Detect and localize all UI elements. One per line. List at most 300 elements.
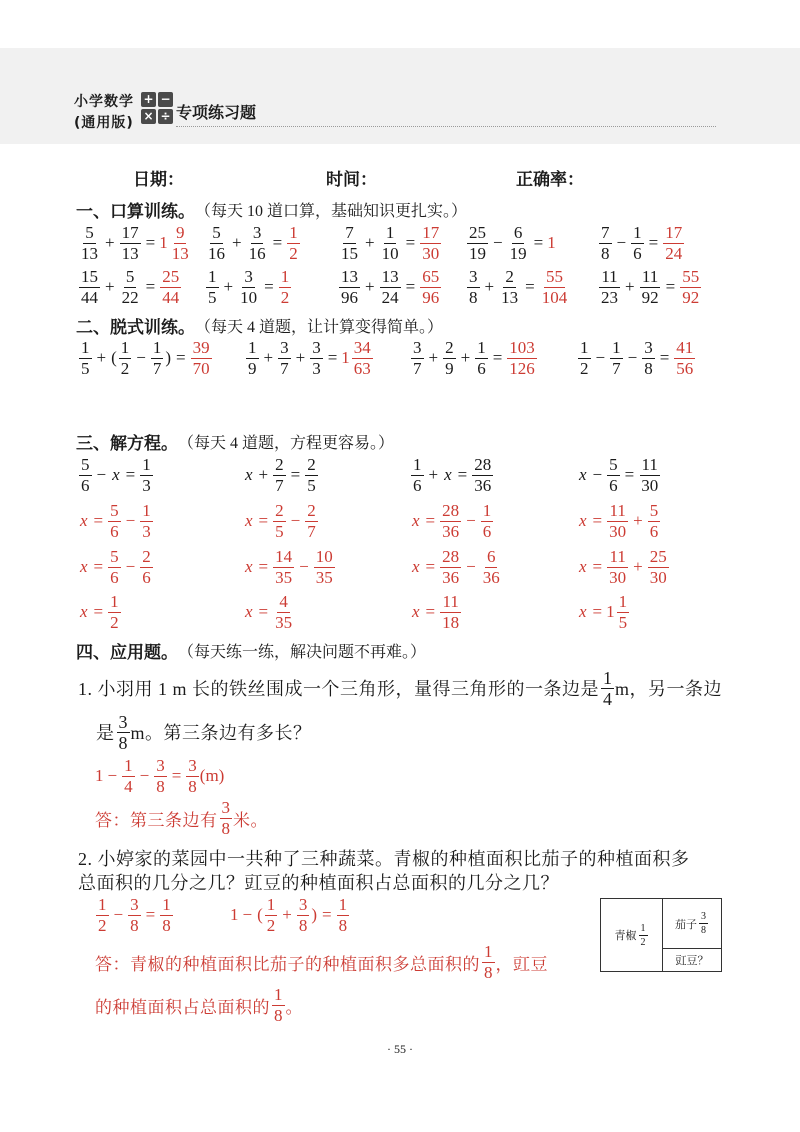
- fraction: [278, 339, 291, 378]
- operator: −: [125, 511, 136, 530]
- operator: =: [290, 465, 301, 484]
- numerator: 6: [486, 546, 496, 566]
- denominator: 5: [208, 287, 217, 307]
- denominator: 36: [442, 521, 460, 541]
- denominator: 6: [633, 243, 642, 263]
- fraction: [265, 896, 278, 935]
- numerator: 1: [482, 500, 492, 520]
- denominator: 8: [298, 915, 308, 935]
- numerator: 1: [152, 337, 162, 357]
- text: m。第三条边有多长？: [130, 723, 312, 743]
- fraction: [481, 548, 502, 587]
- denominator: 92: [641, 287, 659, 307]
- fraction: [310, 339, 323, 378]
- text: 豇豆？: [675, 955, 709, 967]
- fraction: [108, 502, 121, 541]
- fraction: [117, 713, 130, 752]
- numerator: 1: [110, 591, 119, 611]
- fraction: [610, 339, 623, 378]
- fraction: [420, 224, 441, 263]
- operator: =: [176, 348, 186, 367]
- operator: =: [425, 557, 436, 576]
- numerator: 13: [381, 266, 399, 286]
- denominator: 8: [162, 915, 171, 935]
- numerator: 3: [188, 755, 197, 775]
- operator: =: [258, 557, 269, 576]
- numerator: 34: [353, 337, 371, 357]
- expression: [78, 266, 182, 308]
- numerator: 11: [609, 500, 626, 520]
- variable: x: [245, 557, 253, 576]
- fraction: [680, 268, 701, 307]
- operator: =: [533, 233, 544, 252]
- accuracy-label: 正确率：: [516, 170, 584, 190]
- numerator: 9: [175, 222, 185, 242]
- text: 1: [159, 233, 168, 252]
- subject-label: 小学数学: [74, 94, 134, 110]
- equation-step: [410, 546, 503, 588]
- operator: =: [405, 233, 416, 252]
- denominator: 104: [541, 287, 568, 307]
- text: 的种植面积占总面积的: [95, 997, 270, 1017]
- operator: −: [627, 348, 638, 367]
- text: 1: [95, 766, 104, 785]
- fraction: [273, 502, 286, 541]
- denominator: 8: [156, 776, 165, 796]
- fraction: [206, 268, 219, 307]
- operator: +: [295, 348, 306, 367]
- fraction: [119, 339, 132, 378]
- fraction: [120, 224, 141, 263]
- numerator: 1: [618, 591, 628, 611]
- numerator: 2: [142, 546, 151, 566]
- numerator: 5: [81, 454, 90, 474]
- fraction: [472, 456, 493, 495]
- numerator: 28: [442, 546, 460, 566]
- fraction: [305, 456, 318, 495]
- numerator: 1: [98, 894, 107, 914]
- denominator: 2: [280, 287, 290, 307]
- text: 1: [547, 233, 556, 252]
- operator: =: [322, 905, 332, 924]
- section-title: 一、口算训练。: [76, 201, 195, 222]
- text: m，另一条边: [615, 679, 723, 699]
- numerator: 11: [641, 266, 659, 286]
- fraction: [220, 799, 233, 838]
- denominator: 6: [482, 521, 492, 541]
- fraction: [639, 923, 648, 948]
- operator: =: [327, 348, 338, 367]
- fraction: [599, 268, 620, 307]
- fraction: [140, 548, 153, 587]
- fraction: [507, 339, 537, 378]
- fraction: [339, 224, 360, 263]
- worksheet-title: 专项练习题: [176, 103, 257, 122]
- denominator: 63: [353, 358, 371, 378]
- operator: +: [232, 233, 242, 252]
- equation: [243, 454, 319, 496]
- denominator: 2: [110, 612, 119, 632]
- numerator: 1: [274, 984, 283, 1004]
- numerator: 3: [413, 337, 422, 357]
- operator: +: [633, 557, 643, 576]
- fraction: [640, 268, 661, 307]
- denominator: 6: [110, 567, 119, 587]
- problem-2-answer: [95, 984, 303, 1026]
- fraction: [440, 548, 461, 587]
- denominator: 8: [118, 732, 128, 753]
- denominator: 30: [641, 475, 659, 495]
- equation-solution: [243, 591, 295, 633]
- denominator: 10: [240, 287, 258, 307]
- fraction: [475, 339, 488, 378]
- section-stepwise-heading: [76, 313, 443, 337]
- denominator: 96: [341, 287, 358, 307]
- numerator: 11: [609, 546, 626, 566]
- operator: =: [272, 233, 283, 252]
- numerator: 2: [445, 337, 454, 357]
- section-note: （每天练一练，解决问题不再难。）: [178, 643, 427, 661]
- numerator: 1: [477, 337, 486, 357]
- fraction: [648, 548, 669, 587]
- numerator: 13: [341, 266, 358, 286]
- equation-step: [243, 500, 319, 542]
- denominator: 8: [701, 925, 706, 936]
- variable: x: [80, 602, 88, 621]
- header-dotted-rule: [176, 126, 716, 127]
- text: 1: [606, 602, 615, 621]
- section-title: 二、脱式训练。: [76, 317, 195, 338]
- denominator: 9: [248, 358, 257, 378]
- times-icon: ×: [141, 109, 156, 124]
- operator: −: [136, 348, 146, 367]
- denominator: 23: [601, 287, 618, 307]
- numerator: 1: [580, 337, 589, 357]
- denominator: 6: [649, 521, 659, 541]
- operator: −: [592, 465, 603, 484]
- denominator: 7: [275, 475, 284, 495]
- operator: +: [365, 277, 375, 296]
- fraction: [140, 502, 153, 541]
- fraction: [639, 456, 660, 495]
- numerator: 6: [513, 222, 523, 242]
- denominator: 6: [609, 475, 618, 495]
- fraction: [160, 268, 181, 307]
- expression: [598, 222, 685, 264]
- fraction: [206, 224, 227, 263]
- variable: x: [245, 602, 253, 621]
- numerator: 3: [469, 266, 478, 286]
- minus-icon: −: [158, 92, 173, 107]
- operator: =: [125, 465, 136, 484]
- operator: +: [96, 348, 107, 367]
- fraction: [440, 593, 461, 632]
- operator: +: [263, 348, 274, 367]
- section-note: （每天 10 道口算，基础知识更扎实。）: [195, 202, 468, 220]
- section-equation-heading: [76, 429, 394, 453]
- operator: =: [425, 511, 436, 530]
- denominator: 36: [442, 567, 460, 587]
- numerator: 17: [121, 222, 139, 242]
- variable: x: [412, 557, 420, 576]
- operator: −: [290, 511, 301, 530]
- equation-step: [577, 546, 670, 588]
- fraction: [499, 268, 520, 307]
- fraction: [314, 548, 335, 587]
- numerator: 39: [192, 337, 210, 357]
- variable: x: [245, 511, 253, 530]
- variable: x: [444, 465, 452, 484]
- numerator: 1: [640, 922, 646, 934]
- fraction: [674, 339, 695, 378]
- numerator: 1: [289, 222, 298, 242]
- text: 茄子: [675, 918, 697, 931]
- numerator: 5: [110, 546, 119, 566]
- numerator: 14: [275, 546, 293, 566]
- fraction: [508, 224, 529, 263]
- text: 答：青椒的种植面积比茄子的种植面积多总面积的: [95, 954, 480, 974]
- denominator: 4: [124, 776, 133, 796]
- numerator: 3: [280, 337, 289, 357]
- page-number: · 55 ·: [387, 1042, 413, 1056]
- equation-step: [78, 546, 154, 588]
- equation-step: [78, 500, 154, 542]
- fraction: [482, 943, 495, 982]
- operator: =: [93, 557, 104, 576]
- expression: [338, 266, 442, 308]
- numerator: 103: [509, 337, 535, 357]
- fraction: [154, 757, 167, 796]
- fraction: [607, 502, 628, 541]
- denominator: 8: [601, 243, 610, 263]
- denominator: 22: [121, 287, 139, 307]
- operator: +: [105, 277, 115, 296]
- equation: [577, 454, 661, 496]
- denominator: 2: [640, 936, 646, 948]
- numerator: 1: [338, 894, 348, 914]
- equation: [410, 454, 494, 496]
- problem-2-text: [78, 869, 559, 895]
- section-word-problem-heading: [76, 638, 426, 662]
- operator: =: [648, 233, 659, 252]
- garden-area-diagram: [600, 898, 722, 972]
- equation-step: [243, 546, 336, 588]
- numerator: 55: [545, 266, 563, 286]
- text: 是: [96, 723, 115, 743]
- numerator: 5: [609, 454, 618, 474]
- operator: =: [145, 277, 156, 296]
- variable: x: [245, 465, 253, 484]
- numerator: 1: [603, 667, 612, 688]
- operator: +: [460, 348, 471, 367]
- denominator: 5: [307, 475, 316, 495]
- fraction: [170, 224, 191, 263]
- denominator: 30: [649, 567, 667, 587]
- fraction: [420, 268, 441, 307]
- fraction: [151, 339, 164, 378]
- fraction: [467, 268, 480, 307]
- numerator: 1: [124, 755, 133, 775]
- expression: [410, 337, 538, 379]
- fraction: [607, 548, 628, 587]
- denominator: 30: [609, 567, 627, 587]
- denominator: 6: [81, 475, 90, 495]
- denominator: 3: [312, 358, 321, 378]
- denominator: 13: [121, 243, 139, 263]
- denominator: 16: [208, 243, 225, 263]
- fraction: [96, 896, 109, 935]
- text: ，豇豆: [495, 954, 548, 974]
- equation-solution: [410, 591, 462, 633]
- denominator: 44: [81, 287, 98, 307]
- operator: −: [113, 905, 124, 924]
- variable: x: [579, 511, 587, 530]
- numerator: 28: [442, 500, 460, 520]
- denominator: 35: [275, 567, 293, 587]
- operator: =: [659, 348, 670, 367]
- parenthesis: (: [257, 905, 263, 924]
- date-label: 日期：: [133, 170, 184, 190]
- variable: x: [579, 602, 587, 621]
- denominator: 70: [192, 358, 210, 378]
- denominator: 2: [98, 915, 107, 935]
- diagram-cell-eggplant: [663, 899, 721, 949]
- operator: −: [107, 766, 118, 785]
- numerator: 2: [307, 500, 316, 520]
- fraction: [352, 339, 373, 378]
- divide-icon: ÷: [158, 109, 173, 124]
- section-title: 四、应用题。: [76, 642, 178, 663]
- numerator: 1: [162, 894, 171, 914]
- expression: [78, 337, 213, 379]
- text: 2. 小婷家的菜园中一共种了三种蔬菜。青椒的种植面积比茄子的种植面积多: [78, 849, 690, 869]
- parenthesis: (: [111, 348, 117, 367]
- equation-solution: [78, 591, 122, 633]
- denominator: 7: [612, 358, 621, 378]
- numerator: 3: [644, 337, 653, 357]
- text: (m): [199, 766, 225, 785]
- fraction: [273, 456, 286, 495]
- operator: +: [428, 348, 439, 367]
- denominator: 35: [315, 567, 333, 587]
- expression: [466, 222, 556, 264]
- numerator: 2: [307, 454, 316, 474]
- operator: +: [258, 465, 269, 484]
- operator: −: [493, 233, 503, 252]
- problem-2-calculation: [230, 894, 350, 936]
- operator: +: [484, 277, 495, 296]
- denominator: 56: [676, 358, 694, 378]
- problem-1-answer: [95, 797, 268, 839]
- numerator: 3: [118, 711, 128, 732]
- diagram-cell-cowpea: [663, 949, 721, 971]
- parenthesis: ): [311, 905, 318, 924]
- operator: =: [93, 602, 104, 621]
- fraction: [617, 593, 630, 632]
- fraction: [247, 224, 268, 263]
- expression: [338, 222, 442, 264]
- denominator: 13: [81, 243, 98, 263]
- fraction: [273, 593, 294, 632]
- fraction: [279, 268, 292, 307]
- section-note: （每天 4 道题，方程更容易。）: [178, 434, 395, 452]
- fraction: [297, 896, 310, 935]
- denominator: 7: [307, 521, 316, 541]
- numerator: 1: [280, 266, 290, 286]
- numerator: 1: [208, 266, 217, 286]
- fraction: [305, 502, 318, 541]
- denominator: 19: [509, 243, 527, 263]
- variable: x: [412, 511, 420, 530]
- numerator: 1: [633, 222, 642, 242]
- denominator: 8: [469, 287, 478, 307]
- equation-step: [577, 500, 661, 542]
- denominator: 24: [665, 243, 683, 263]
- denominator: 36: [482, 567, 500, 587]
- numerator: 3: [156, 755, 165, 775]
- numerator: 2: [505, 266, 514, 286]
- denominator: 2: [266, 915, 276, 935]
- plus-icon: +: [141, 92, 156, 107]
- denominator: 92: [682, 287, 700, 307]
- problem-2-text: [78, 845, 690, 871]
- expression: [466, 266, 570, 308]
- operator: =: [592, 602, 603, 621]
- denominator: 6: [413, 475, 422, 495]
- numerator: 3: [221, 797, 230, 817]
- problem-2-answer: [95, 941, 548, 983]
- expression: [598, 266, 702, 308]
- equation: [78, 454, 154, 496]
- denominator: 5: [618, 612, 628, 632]
- denominator: 3: [142, 475, 151, 495]
- operator: −: [125, 557, 136, 576]
- fraction: [607, 456, 620, 495]
- denominator: 13: [171, 243, 189, 263]
- fraction: [380, 224, 401, 263]
- numerator: 1: [142, 454, 151, 474]
- denominator: 2: [580, 358, 589, 378]
- fraction: [380, 268, 401, 307]
- operator: −: [299, 557, 309, 576]
- denominator: 6: [110, 521, 119, 541]
- numerator: 25: [649, 546, 667, 566]
- text: 答：第三条边有: [95, 810, 218, 830]
- operator: =: [145, 905, 156, 924]
- operator: =: [93, 511, 104, 530]
- denominator: 9: [445, 358, 454, 378]
- fraction: [140, 456, 153, 495]
- variable: x: [112, 465, 120, 484]
- section-note: （每天 4 道题，让计算变得简单。）: [195, 318, 444, 336]
- operator: +: [428, 465, 439, 484]
- denominator: 13: [501, 287, 519, 307]
- expression: [205, 222, 301, 264]
- denominator: 18: [442, 612, 460, 632]
- numerator: 5: [125, 266, 135, 286]
- numerator: 11: [641, 454, 658, 474]
- denominator: 8: [484, 962, 493, 982]
- text: 总面积的几分之几？豇豆的种植面积占总面积的几分之几？: [78, 873, 559, 893]
- variable: x: [412, 602, 420, 621]
- denominator: 30: [609, 521, 627, 541]
- fraction: [540, 268, 570, 307]
- operator: =: [592, 557, 603, 576]
- operator: −: [96, 465, 107, 484]
- operator: −: [242, 905, 253, 924]
- denominator: 8: [274, 1005, 283, 1025]
- numerator: 11: [442, 591, 459, 611]
